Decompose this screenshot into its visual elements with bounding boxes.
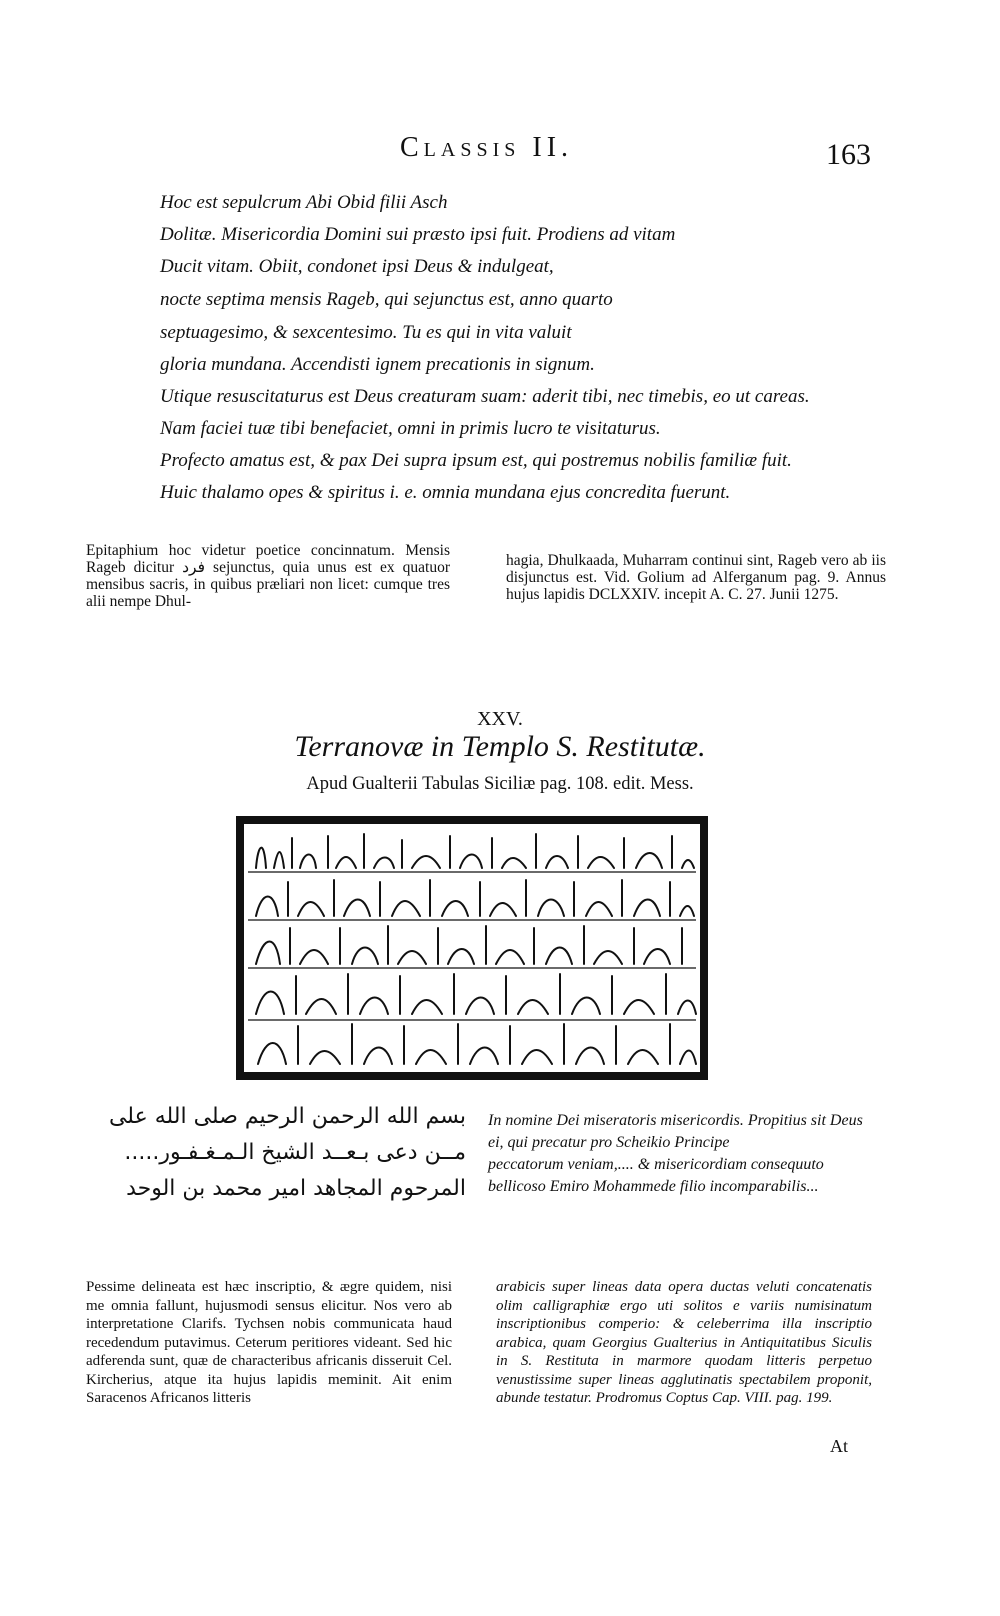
arabic-transcription [108, 1104, 466, 1212]
poem-line: Ducit vitam. Obiit, condonet ipsi Deus & indulgeat, [160, 256, 554, 277]
page-number: 163 [826, 138, 871, 171]
source-citation: Apud Gualterii Tabulas Siciliæ pag. 108. edit. Mess. [306, 774, 694, 794]
latin-translation [488, 1110, 880, 1198]
footnote-right-text: hagia, Dhulkaada, Muharram continui sint, Rageb vero ab iis disjunctus est. Vid. Golium ad Alferganum pag. 9. Annus hujus lapidis DCLXXIV. incepit A. C. 27. Junii 1275. [506, 552, 886, 603]
footnote-left [86, 542, 450, 610]
translation-line: In nomine Dei miseratoris misericordis. Propitius sit Deus ei, qui precatur pro Scheikio Principe [488, 1112, 863, 1151]
arabic-line: بسم الله الرحمن الرحيم صلى الله على [108, 1104, 466, 1129]
inscription-drawing [244, 824, 700, 1072]
poem-line: Dolitæ. Misericordia Domini sui præsto ipsi fuit. Prodiens ad vitam [160, 224, 676, 245]
poem-line: septuagesimo, & sexcentesimo. Tu es qui in vita valuit [160, 322, 572, 343]
poem-line: Utique resuscitaturus est Deus creaturam suam: aderit tibi, nec timebis, eo ut careas. [160, 386, 810, 407]
poem-line: Hoc est sepulcrum Abi Obid filii Asch [160, 192, 448, 213]
section-title: Terranovæ in Templo S. Restitutæ. [294, 730, 706, 763]
footnote-right [506, 552, 886, 603]
inscription-image [236, 816, 708, 1080]
commentary-right: arabicis super lineas data opera ductas veluti concatenatis olim calligraphiæ ergo uti solitos e variis numisinatum inscriptionibus comperio: & celeberrima illa inscriptio arabica, quam Georgius Gualterius in Antiquitatibus Siculis in S. Restituta in marmore quodam litteris perpetuo venustissime super lineas agglutinatis spectabilem proponit, abunde testatur. Prodromus Coptus Cap. VIII. pag. 199. [496, 1279, 872, 1406]
poem-line: Nam faciei tuæ tibi benefaciet, omni in primis lucro te visitaturus. [160, 418, 661, 439]
catchword: At [830, 1436, 848, 1456]
translation-line: peccatorum veniam,.... & misericordiam consequuto [488, 1156, 824, 1173]
poem-line: Profecto amatus est, & pax Dei supra ipsum est, qui postremus nobilis familiæ fuit. [160, 450, 792, 471]
translation-line: bellicoso Emiro Mohammede filio incomparabilis... [488, 1178, 819, 1195]
poem-line: gloria mundana. Accendisti ignem precationis in signum. [160, 354, 595, 375]
arabic-line: مــن دعى بـعــد الشيخ الـمـغـفـور..... [124, 1140, 466, 1165]
section-numeral: XXV. [477, 708, 523, 730]
footnote-left-text: Epitaphium hoc videtur poetice concinnatum. Mensis Rageb dicitur فرد sejunctus, quia unus est ex quatuor mensibus sacris, in quibus præliari non licet: cumque tres alii nempe Dhul- [86, 542, 450, 610]
running-head: Classis II. [400, 132, 574, 163]
poem-line: Huic thalamo opes & spiritus i. e. omnia mundana ejus concredita fuerunt. [160, 482, 731, 503]
commentary-left: Pessime delineata est hæc inscriptio, & ægre quidem, nisi me omnia fallunt, hujusmodi sensus elicitur. Nos vero ab interpretatione Clarifs. Tychsen nobis communicata haud recedendum putavimus. Ceterum peritiores videant. Sed hic adferenda sunt, quæ de characteribus africanis disseruit Cel. Kircherius, atque ita hujus lapidis meminit. Ait enim Saracenos Africanos litteris [86, 1279, 452, 1406]
arabic-line: المرحوم المجاهد امير محمد بن الوحد [126, 1176, 466, 1201]
poem-line: nocte septima mensis Rageb, qui sejunctus est, anno quarto [160, 289, 613, 310]
